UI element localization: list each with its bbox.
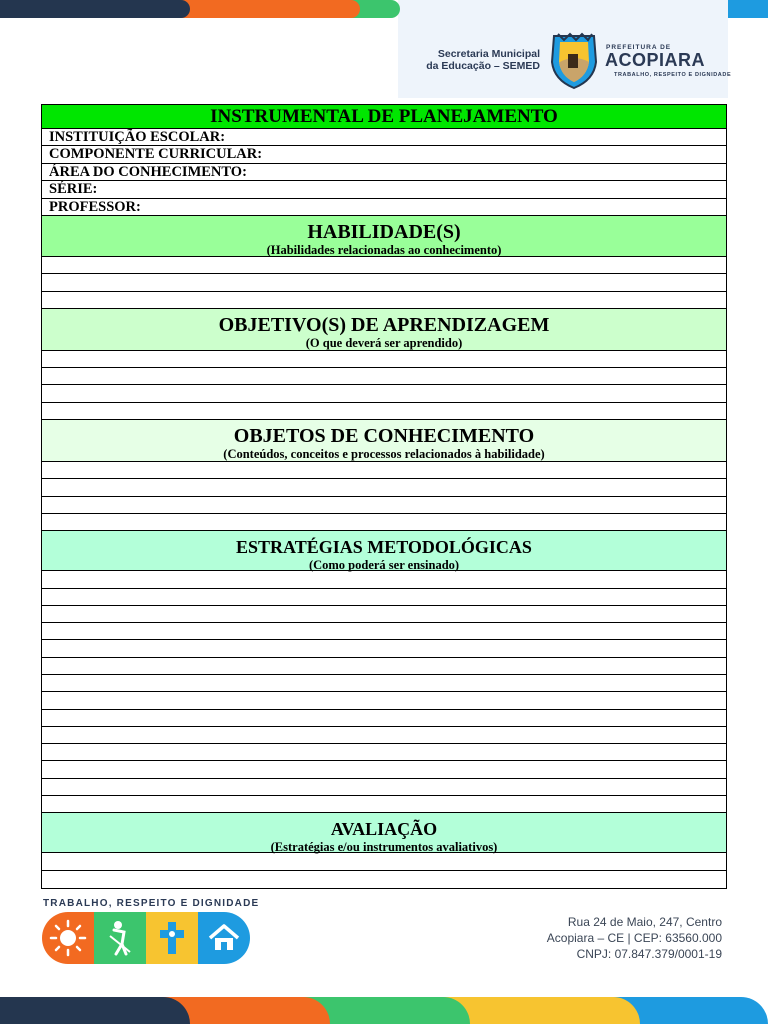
bottom-bar-yellow bbox=[440, 997, 640, 1024]
semed-line-2: da Educação – SEMED bbox=[426, 60, 540, 72]
objetos-line[interactable] bbox=[42, 497, 726, 514]
field-instituicao[interactable]: INSTITUIÇÃO ESCOLAR: bbox=[42, 129, 726, 146]
top-bar-navy bbox=[0, 0, 190, 18]
prefeitura-small-label: PREFEITURA DE bbox=[606, 44, 672, 51]
city-crest-icon bbox=[548, 32, 600, 90]
section-objetivos-subtitle: (O que deverá ser aprendido) bbox=[305, 335, 463, 350]
estrategias-line[interactable] bbox=[42, 710, 726, 727]
objetivos-line[interactable] bbox=[42, 351, 726, 368]
estrategias-line[interactable] bbox=[42, 571, 726, 588]
habilidades-line[interactable] bbox=[42, 292, 726, 309]
section-objetos-title: OBJETOS DE CONHECIMENTO bbox=[233, 425, 535, 448]
field-area[interactable]: ÁREA DO CONHECIMENTO: bbox=[42, 164, 726, 181]
estrategias-line[interactable] bbox=[42, 727, 726, 744]
bottom-bar-navy bbox=[0, 997, 190, 1024]
estrategias-line[interactable] bbox=[42, 640, 726, 657]
cross-icon bbox=[146, 912, 198, 964]
estrategias-line[interactable] bbox=[42, 658, 726, 675]
section-avaliacao-subtitle: (Estratégias e/ou instrumentos avaliativos) bbox=[270, 840, 498, 855]
semed-line-1: Secretaria Municipal bbox=[437, 48, 540, 60]
address-line-2: Acopiara – CE | CEP: 63560.000 bbox=[546, 931, 722, 945]
planning-form bbox=[41, 104, 727, 889]
bottom-color-bar bbox=[0, 997, 768, 1024]
objetos-line[interactable] bbox=[42, 462, 726, 479]
objetivos-line[interactable] bbox=[42, 385, 726, 402]
section-habilidades-subtitle: (Habilidades relacionadas ao conhecimento) bbox=[266, 242, 502, 257]
objetivos-line[interactable] bbox=[42, 403, 726, 420]
section-objetivos-header bbox=[42, 309, 726, 351]
objetivos-line[interactable] bbox=[42, 368, 726, 385]
estrategias-line[interactable] bbox=[42, 692, 726, 709]
footer-address bbox=[547, 914, 722, 962]
estrategias-line[interactable] bbox=[42, 761, 726, 778]
estrategias-line[interactable] bbox=[42, 744, 726, 761]
field-serie[interactable]: SÉRIE: bbox=[42, 181, 726, 198]
habilidades-line[interactable] bbox=[42, 257, 726, 274]
estrategias-line[interactable] bbox=[42, 589, 726, 606]
estrategias-line[interactable] bbox=[42, 796, 726, 813]
footer-motto: TRABALHO, RESPEITO E DIGNIDADE bbox=[43, 898, 260, 909]
estrategias-line[interactable] bbox=[42, 779, 726, 796]
address-line-1: Rua 24 de Maio, 247, Centro bbox=[567, 915, 722, 929]
objetos-line[interactable] bbox=[42, 479, 726, 496]
semed-logo-text bbox=[418, 48, 540, 72]
address-line-3: CNPJ: 07.847.379/0001-19 bbox=[576, 947, 722, 961]
avaliacao-line[interactable] bbox=[42, 853, 726, 870]
field-professor[interactable]: PROFESSOR: bbox=[42, 199, 726, 216]
estrategias-line[interactable] bbox=[42, 675, 726, 692]
section-objetos-header bbox=[42, 420, 726, 462]
section-estrategias-header bbox=[42, 531, 726, 571]
sun-icon bbox=[42, 912, 94, 964]
section-avaliacao-header bbox=[42, 813, 726, 853]
section-habilidades-title: HABILIDADE(S) bbox=[307, 220, 461, 243]
footer-icon-tiles bbox=[42, 912, 250, 964]
prefeitura-name: ACOPIARA bbox=[605, 50, 706, 70]
section-estrategias-title: ESTRATÉGIAS METODOLÓGICAS bbox=[236, 537, 532, 558]
estrategias-line[interactable] bbox=[42, 606, 726, 623]
section-estrategias-subtitle: (Como poderá ser ensinado) bbox=[308, 558, 460, 573]
habilidades-line[interactable] bbox=[42, 274, 726, 291]
top-bar-blue bbox=[728, 0, 768, 18]
estrategias-line[interactable] bbox=[42, 623, 726, 640]
objetos-line[interactable] bbox=[42, 514, 726, 531]
section-objetos-subtitle: (Conteúdos, conceitos e processos relacionados à habilidade) bbox=[223, 447, 545, 462]
house-icon bbox=[198, 912, 250, 964]
field-componente[interactable]: COMPONENTE CURRICULAR: bbox=[42, 146, 726, 163]
prefeitura-motto: TRABALHO, RESPEITO E DIGNIDADE bbox=[614, 72, 732, 78]
farmer-icon bbox=[94, 912, 146, 964]
avaliacao-line[interactable] bbox=[42, 871, 726, 888]
section-habilidades-header bbox=[42, 216, 726, 257]
section-objetivos-title: OBJETIVO(S) DE APRENDIZAGEM bbox=[218, 313, 550, 336]
form-title: INSTRUMENTAL DE PLANEJAMENTO bbox=[42, 105, 726, 129]
section-avaliacao-title: AVALIAÇÃO bbox=[330, 819, 438, 840]
